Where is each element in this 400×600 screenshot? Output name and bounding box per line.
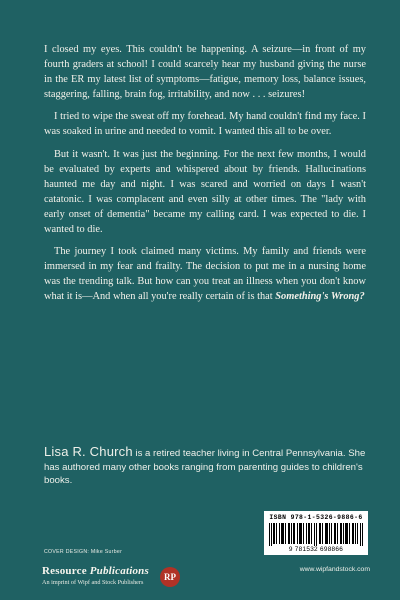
blurb-paragraph: I tried to wipe the sweat off my forehead. My hand couldn't find my face. I was soaked in urine and needed to vomit. I wanted this all to be over. <box>44 111 366 138</box>
publisher-website: www.wipfandstock.com <box>299 566 370 573</box>
barcode-block <box>264 511 368 555</box>
isbn-label: ISBN 978-1-5326-9886-6 <box>269 514 363 521</box>
barcode-digits: 9 781532 698866 <box>288 546 344 553</box>
back-cover-blurb <box>44 42 366 312</box>
cover-design-credit: COVER DESIGN: Mike Surber <box>44 549 123 555</box>
author-bio <box>44 445 368 488</box>
book-title-emphasis: Something's Wrong? <box>275 291 365 303</box>
blurb-paragraph: I closed my eyes. This couldn't be happening. A seizure—in front of my fourth graders at school! I could scarcely hear my husband giving the nurse in the ER my latest list of symptoms—fatigue, memory loss, balance issues, staggering, falling, brain fog, irritability, and now . . . seizures! <box>44 44 366 101</box>
barcode-icon <box>269 523 363 546</box>
author-name: Lisa R. Church <box>44 444 133 459</box>
blurb-final-text: The journey I took claimed many victims. My family and friends were immersed in my fear and frailty. The decision to put me in a nursing home was the trending talk. But how can you treat an illness when you don't know what it is—And when all you're really certain of is that <box>44 246 366 303</box>
rp-logo-icon: RP <box>160 567 180 587</box>
blurb-paragraph: But it wasn't. It was just the beginning. For the next few months, I would be evaluated by experts and whispered about by friends. Hallucinations haunted me day and night. I was scared and worried on days I wasn't catatonic. I was complacent and even silly at other times. The "lady with early onset of dementia" became my calling card. I was expected to die. I wanted to die. <box>44 148 366 236</box>
blurb-paragraph-final <box>44 244 366 304</box>
publisher-tagline: An imprint of Wipf and Stock Publishers <box>42 579 144 586</box>
author-bio-text: is a retired teacher living in Central Pennsylvania. She has authored many other books ranging from parenting guides to children's books. <box>44 448 366 487</box>
publisher-name: Resource Publications <box>42 565 149 577</box>
